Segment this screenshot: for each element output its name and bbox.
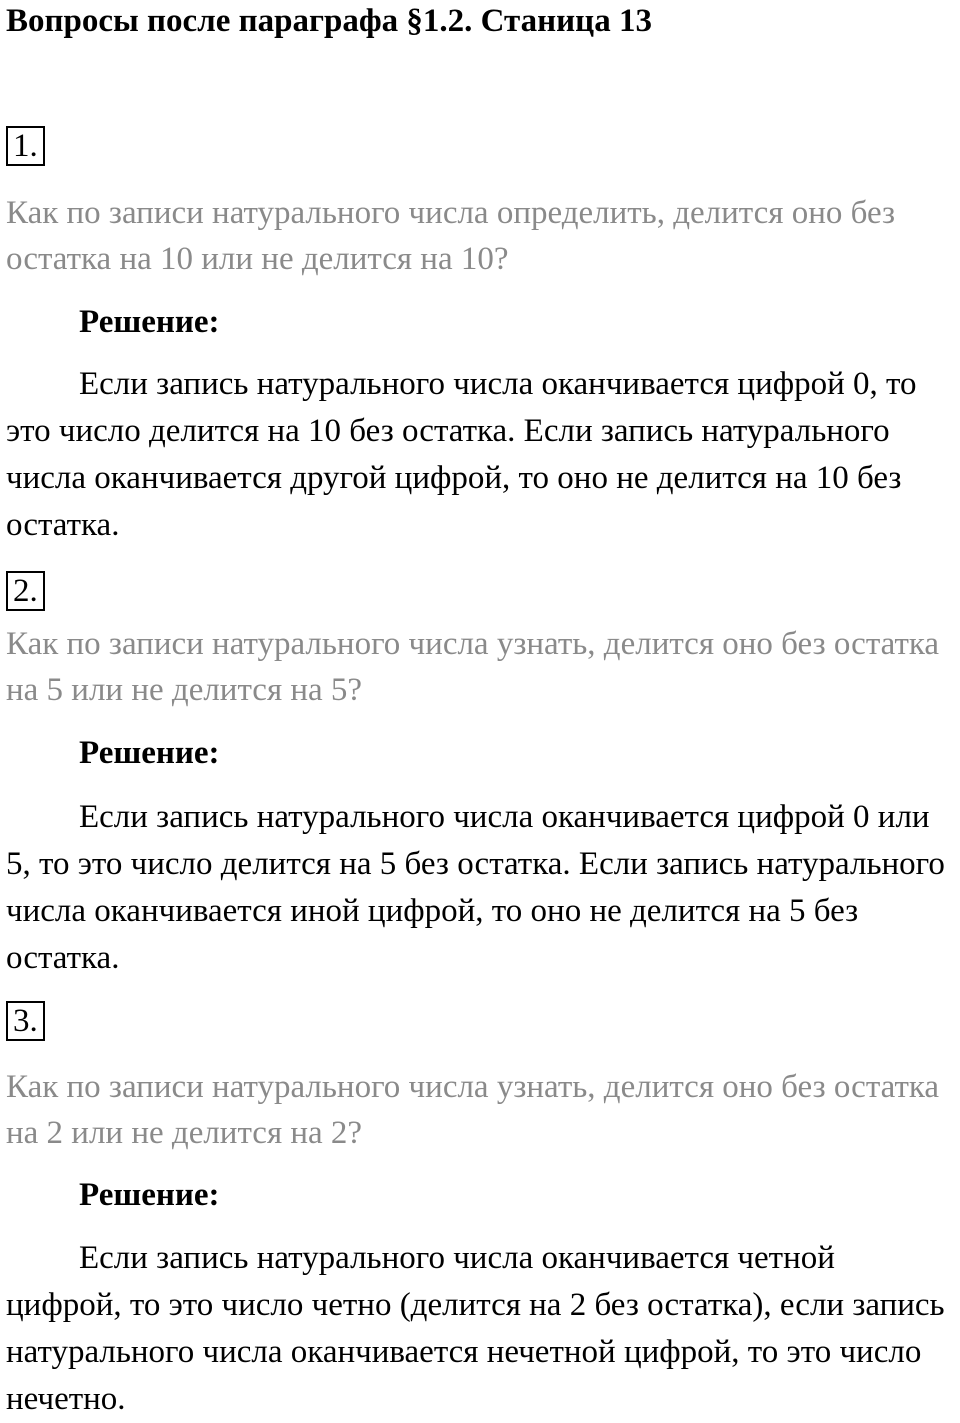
task-question-3: Как по записи натурального числа узнать, делится оно без остатка на 2 или не делится на 2? <box>6 1069 940 1151</box>
task-answer-1: Если запись натурального числа оканчивается цифрой 0, то это число делится на 10 без остатка. Если запись натурального числа оканчивается другой цифрой, то оно не делится на 10 без остатка. <box>6 366 917 543</box>
task-number-3: 3. <box>6 1001 45 1041</box>
solution-label-2: Решение: <box>79 735 220 771</box>
task-question-2: Как по записи натурального числа узнать, делится оно без остатка на 5 или не делится на 5? <box>6 626 940 708</box>
solution-label-3: Решение: <box>79 1177 220 1213</box>
solution-label-1: Решение: <box>79 304 220 340</box>
task-answer-3: Если запись натурального числа оканчивается четной цифрой, то это число четно (делится на 2 без остатка), если запись натурального числа оканчивается нечетной цифрой, то это число нечетно. <box>6 1240 945 1417</box>
page-title: Вопросы после параграфа §1.2. Станица 13 <box>6 3 652 39</box>
task-question-1: Как по записи натурального числа определить, делится оно без остатка на 10 или не делится на 10? <box>6 195 896 277</box>
task-number-2: 2. <box>6 571 45 611</box>
task-number-1: 1. <box>6 126 45 166</box>
task-answer-2: Если запись натурального числа оканчивается цифрой 0 или 5, то это число делится на 5 без остатка. Если запись натурального числа оканчивается иной цифрой, то оно не делится на 5 без остатка. <box>6 799 945 976</box>
